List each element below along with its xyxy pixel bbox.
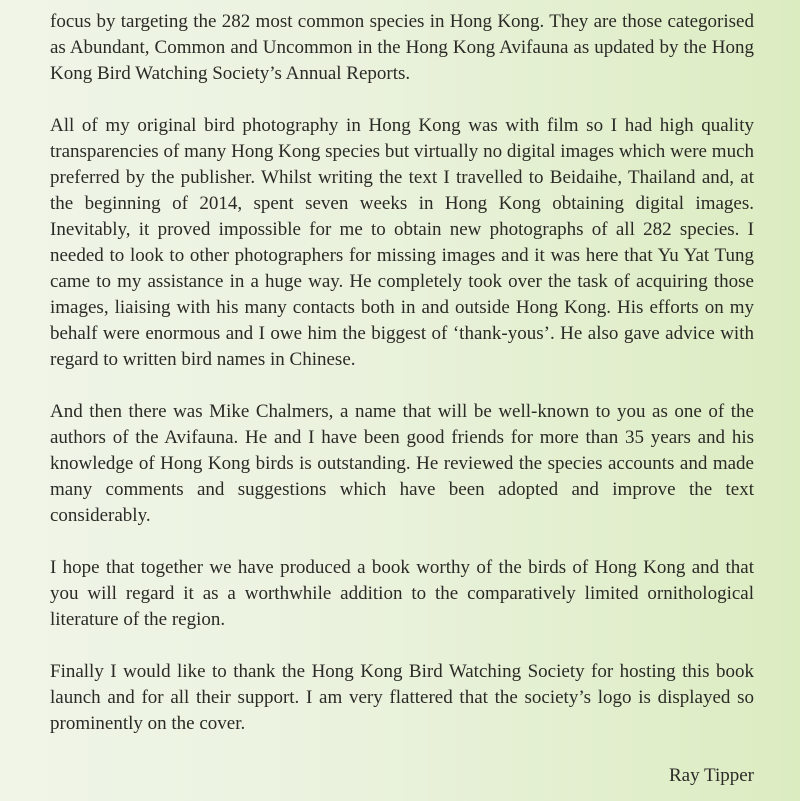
paragraph-thanks: Finally I would like to thank the Hong Kong Bird Watching Society for hosting this book launch and for all their support. I am very flattered that the society’s logo is displayed so prominently on the cover. — [50, 661, 754, 734]
paragraph-photography: All of my original bird photography in Hong Kong was with film so I had high quality transparencies of many Hong Kong species but virtually no digital images which were much preferred by the publisher. Whilst writing the text I travelled to Beidaihe, Thailand and, at the beginning of 2014, spent seven weeks in Hong Kong obtaining digital images. Inevitably, it proved impossible for me to obtain new photographs of all 282 species. I needed to look to other photographers for missing images and it was here that Yu Yat Tung came to my assistance in a huge way. He completely took over the task of acquiring those images, liaising with his many contacts both in and outside Hong Kong. His efforts on my behalf were enormous and I owe him the biggest of ‘thank-yous’. He also gave advice with regard to written bird names in Chinese. — [50, 115, 754, 370]
paragraph-species-focus: focus by targeting the 282 most common species in Hong Kong. They are those categorised as Abundant, Common and Uncommon in the Hong Kong Avifauna as updated by the Hong Kong Bird Watching Society’s Annual Reports. — [50, 11, 754, 84]
paragraph-mike-chalmers: And then there was Mike Chalmers, a name that will be well-known to you as one of the authors of the Avifauna. He and I have been good friends for more than 35 years and his knowledge of Hong Kong birds is outstanding. He reviewed the species accounts and made many comments and suggestions which have been adopted and improve the text considerably. — [50, 401, 754, 526]
paragraph-book-hope: I hope that together we have produced a book worthy of the birds of Hong Kong and that you will regard it as a worthwhile addition to the comparatively limited ornithological literature of the region. — [50, 557, 754, 630]
signature: Ray Tipper — [669, 765, 754, 786]
